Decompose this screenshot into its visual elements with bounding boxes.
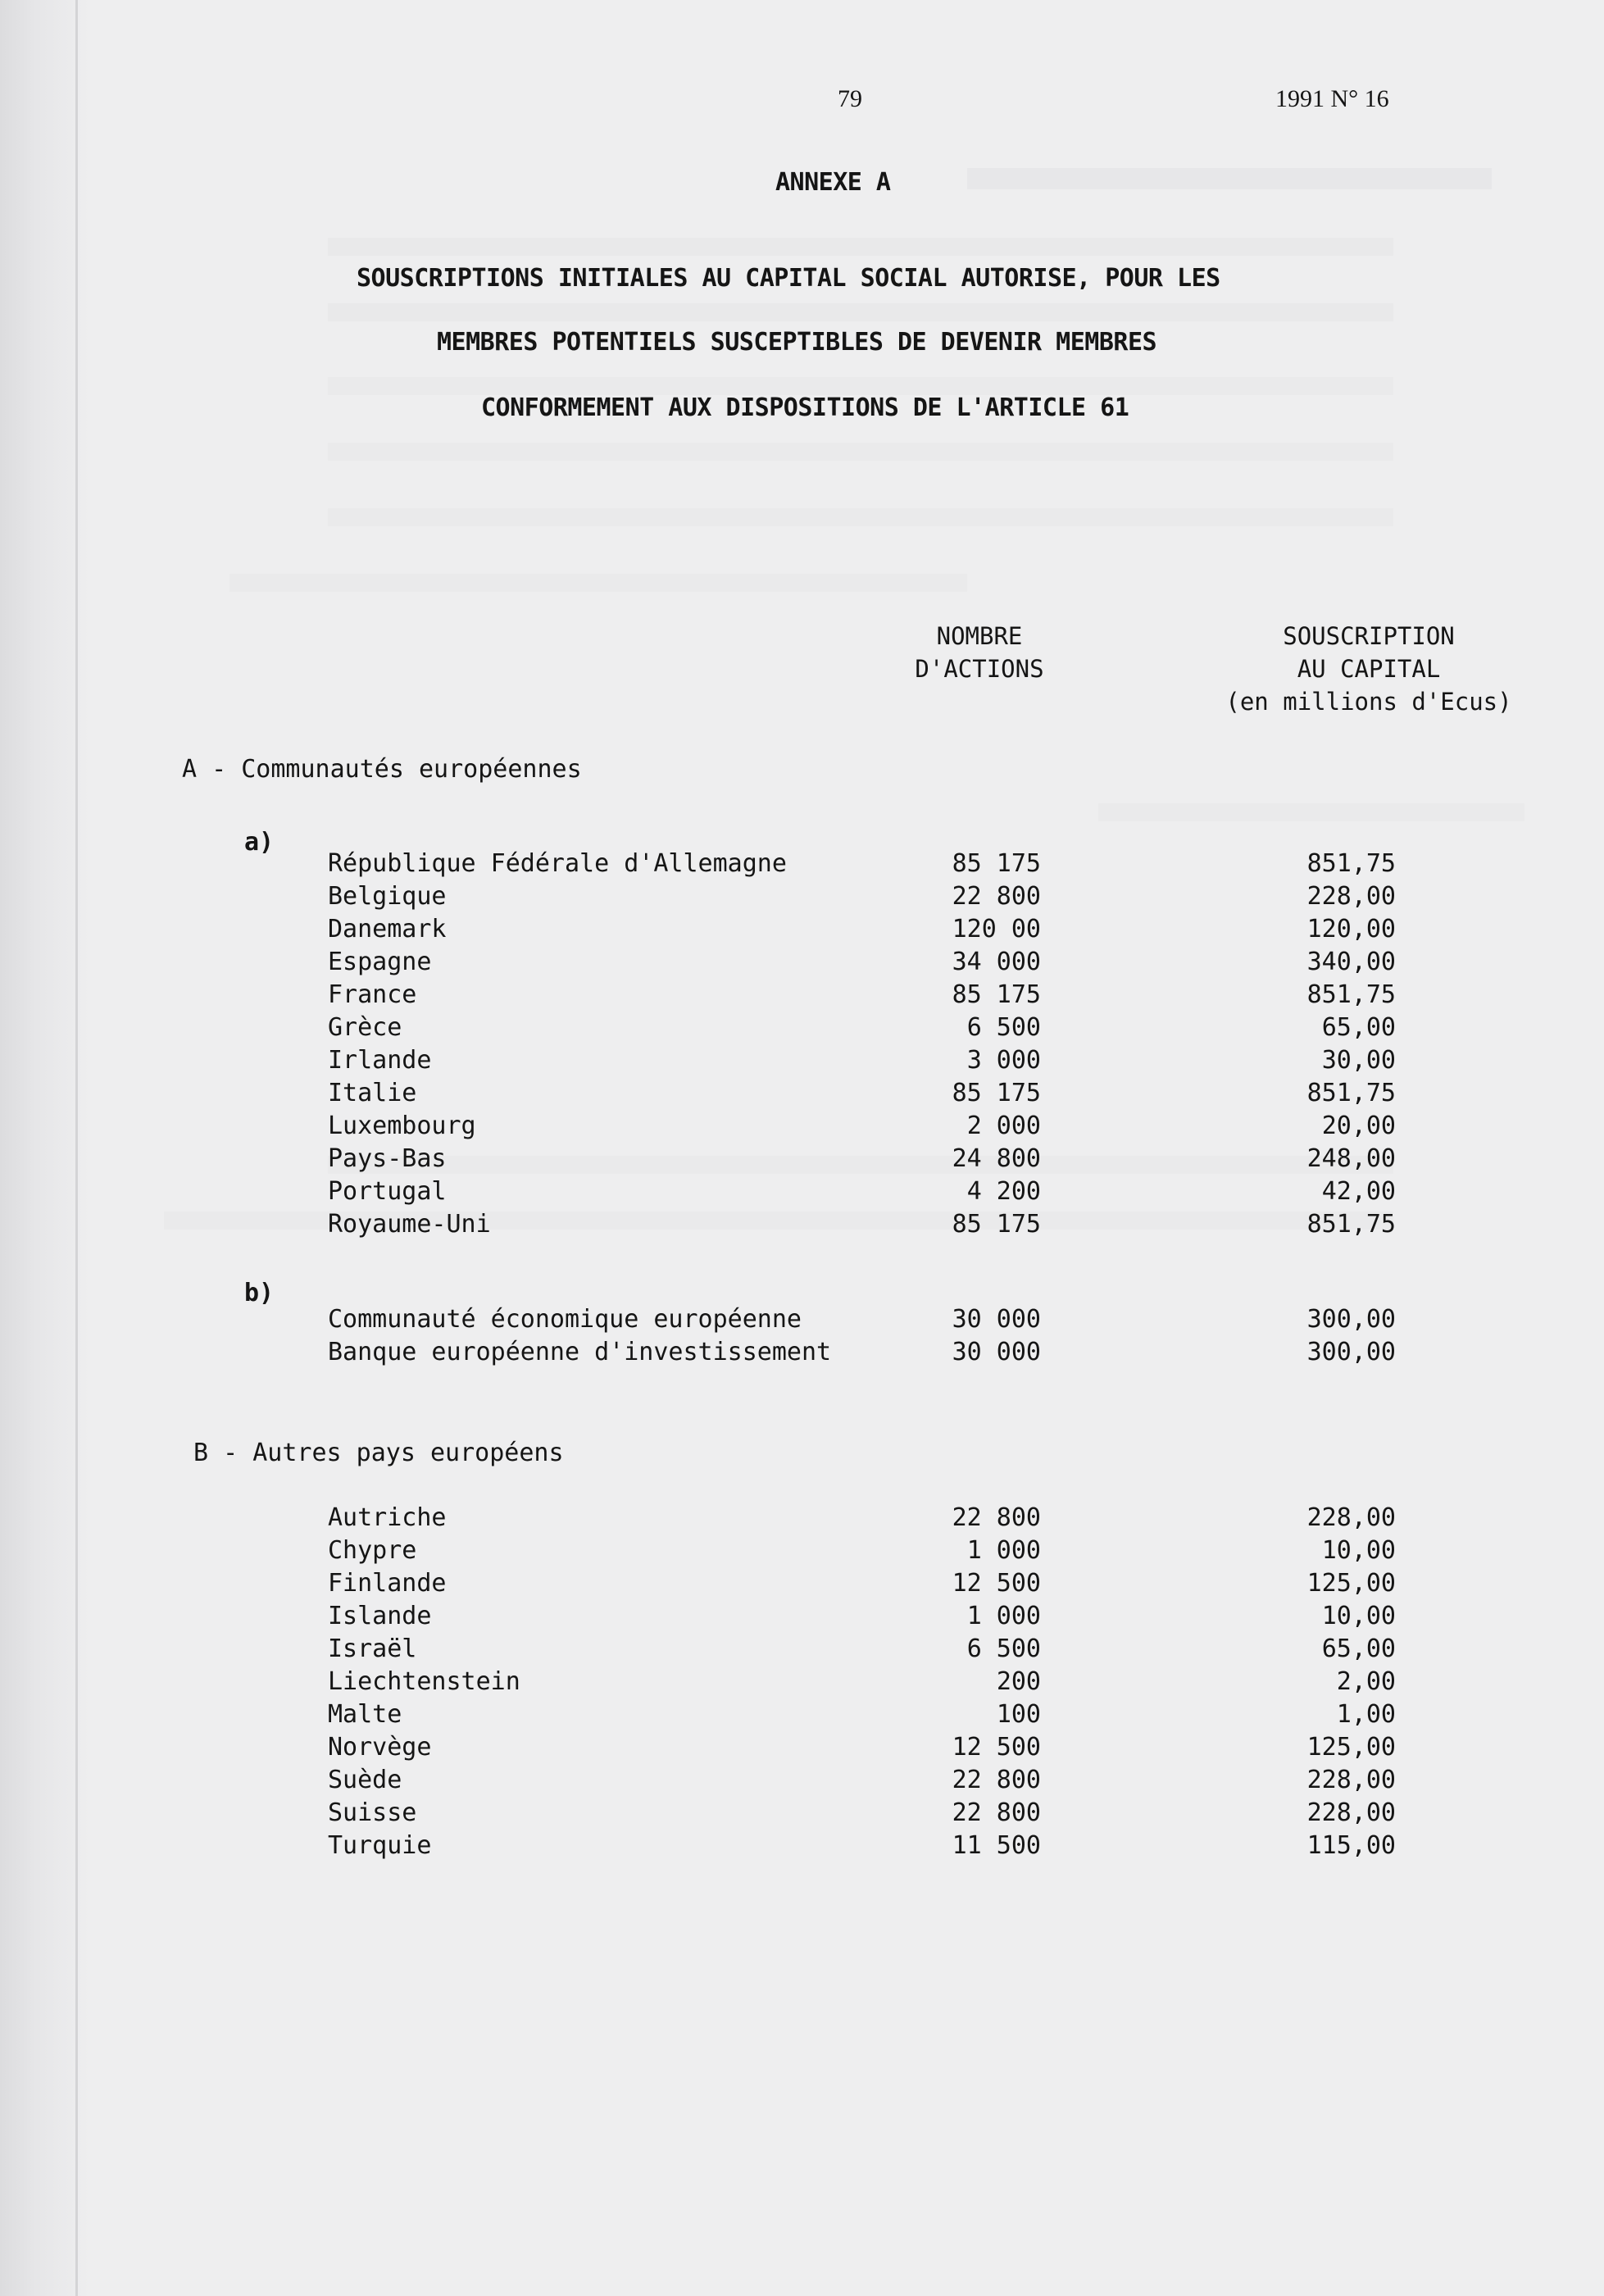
row-shares: 85 175: [952, 1210, 1041, 1239]
table-row: [328, 1831, 1410, 1864]
row-capital: 10,00: [1321, 1536, 1396, 1565]
row-shares: 24 800: [952, 1144, 1041, 1173]
table-row: [328, 980, 1410, 1013]
row-name: République Fédérale d'Allemagne: [328, 849, 787, 878]
table-row: [328, 1536, 1410, 1569]
annex-title: ANNEXE A: [775, 168, 891, 197]
row-name: Portugal: [328, 1177, 447, 1206]
row-shares: 6 500: [966, 1013, 1041, 1042]
page-number: 79: [838, 85, 862, 112]
column-header-shares-line1: NOMBRE: [936, 622, 1023, 650]
row-shares: 85 175: [952, 1079, 1041, 1107]
subsection-a-label: a): [244, 828, 275, 857]
row-name: France: [328, 980, 417, 1009]
row-shares: 120 00: [952, 915, 1041, 943]
row-capital: 115,00: [1306, 1831, 1396, 1860]
row-shares: 22 800: [952, 1766, 1041, 1794]
row-shares: 85 175: [952, 980, 1041, 1009]
row-shares: 12 500: [952, 1733, 1041, 1762]
row-name: Communauté économique européenne: [328, 1305, 802, 1334]
row-name: Norvège: [328, 1733, 432, 1762]
table-row: [328, 948, 1410, 980]
row-shares: 11 500: [952, 1831, 1041, 1860]
table-row: [328, 1798, 1410, 1831]
row-shares: 30 000: [952, 1338, 1041, 1366]
column-header-shares: [893, 620, 1066, 685]
row-name: Italie: [328, 1079, 417, 1107]
row-name: Finlande: [328, 1569, 447, 1598]
row-shares: 85 175: [952, 849, 1041, 878]
row-name: Islande: [328, 1602, 432, 1630]
row-shares: 2 000: [966, 1112, 1041, 1140]
table-row: [328, 1338, 1410, 1371]
row-capital: 228,00: [1306, 882, 1396, 911]
table-row: [328, 1700, 1410, 1733]
row-name: Espagne: [328, 948, 432, 976]
section-b-label: B - Autres pays européens: [193, 1439, 564, 1467]
table-row: [328, 849, 1410, 882]
row-name: Suisse: [328, 1798, 417, 1827]
row-shares: 1 000: [966, 1536, 1041, 1565]
row-capital: 120,00: [1306, 915, 1396, 943]
row-name: Luxembourg: [328, 1112, 476, 1140]
table-row: [328, 1503, 1410, 1536]
row-capital: 300,00: [1306, 1338, 1396, 1366]
title-line-3: CONFORMEMENT AUX DISPOSITIONS DE L'ARTICLE 61: [481, 393, 1129, 422]
column-header-capital-line2: AU CAPITAL: [1297, 655, 1441, 683]
row-shares: 200: [996, 1667, 1041, 1696]
column-header-shares-line2: D'ACTIONS: [915, 655, 1044, 683]
row-capital: 65,00: [1321, 1634, 1396, 1663]
binding-line: [75, 0, 78, 2296]
title-line-2: MEMBRES POTENTIELS SUSCEPTIBLES DE DEVENIR MEMBRES: [437, 328, 1157, 357]
table-row: [328, 1079, 1410, 1112]
row-capital: 851,75: [1306, 1210, 1396, 1239]
row-capital: 10,00: [1321, 1602, 1396, 1630]
column-header-capital-line3: (en millions d'Ecus): [1225, 688, 1512, 716]
row-name: Danemark: [328, 915, 447, 943]
row-shares: 22 800: [952, 882, 1041, 911]
row-name: Malte: [328, 1700, 402, 1729]
row-name: Suède: [328, 1766, 402, 1794]
row-shares: 22 800: [952, 1503, 1041, 1532]
row-capital: 30,00: [1321, 1046, 1396, 1075]
table-row: [328, 1305, 1410, 1338]
row-name: Chypre: [328, 1536, 417, 1565]
table-row: [328, 1013, 1410, 1046]
row-shares: 22 800: [952, 1798, 1041, 1827]
section-a-label: A - Communautés européennes: [182, 755, 582, 784]
table-row: [328, 1667, 1410, 1700]
row-name: Irlande: [328, 1046, 432, 1075]
table-row: [328, 1144, 1410, 1177]
row-capital: 1,00: [1336, 1700, 1396, 1729]
row-name: Liechtenstein: [328, 1667, 520, 1696]
table-row: [328, 1046, 1410, 1079]
row-capital: 340,00: [1306, 948, 1396, 976]
table-row: [328, 1210, 1410, 1243]
row-capital: 2,00: [1336, 1667, 1396, 1696]
row-capital: 228,00: [1306, 1503, 1396, 1532]
row-shares: 6 500: [966, 1634, 1041, 1663]
row-capital: 125,00: [1306, 1733, 1396, 1762]
row-shares: 30 000: [952, 1305, 1041, 1334]
row-capital: 228,00: [1306, 1798, 1396, 1827]
table-row: [328, 1733, 1410, 1766]
row-name: Pays-Bas: [328, 1144, 447, 1173]
row-name: Turquie: [328, 1831, 432, 1860]
column-header-capital: [1197, 620, 1541, 718]
table-row: [328, 1602, 1410, 1634]
table-row: [328, 1177, 1410, 1210]
row-shares: 1 000: [966, 1602, 1041, 1630]
table-row: [328, 882, 1410, 915]
table-row: [328, 1112, 1410, 1144]
table-row: [328, 1766, 1410, 1798]
row-name: Autriche: [328, 1503, 447, 1532]
row-shares: 100: [996, 1700, 1041, 1729]
row-capital: 125,00: [1306, 1569, 1396, 1598]
row-capital: 851,75: [1306, 980, 1396, 1009]
row-shares: 3 000: [966, 1046, 1041, 1075]
row-capital: 228,00: [1306, 1766, 1396, 1794]
row-capital: 20,00: [1321, 1112, 1396, 1140]
table-row: [328, 915, 1410, 948]
column-header-capital-line1: SOUSCRIPTION: [1283, 622, 1455, 650]
row-name: Grèce: [328, 1013, 402, 1042]
row-name: Royaume-Uni: [328, 1210, 491, 1239]
table-row: [328, 1634, 1410, 1667]
row-name: Banque européenne d'investissement: [328, 1338, 832, 1366]
row-capital: 851,75: [1306, 849, 1396, 878]
row-capital: 851,75: [1306, 1079, 1396, 1107]
row-shares: 4 200: [966, 1177, 1041, 1206]
row-capital: 248,00: [1306, 1144, 1396, 1173]
row-capital: 42,00: [1321, 1177, 1396, 1206]
issue-number: 1991 N° 16: [1275, 85, 1389, 112]
row-shares: 12 500: [952, 1569, 1041, 1598]
row-capital: 65,00: [1321, 1013, 1396, 1042]
row-name: Israël: [328, 1634, 417, 1663]
row-capital: 300,00: [1306, 1305, 1396, 1334]
table-row: [328, 1569, 1410, 1602]
title-line-1: SOUSCRIPTIONS INITIALES AU CAPITAL SOCIAL AUTORISE, POUR LES: [357, 264, 1220, 293]
row-shares: 34 000: [952, 948, 1041, 976]
row-name: Belgique: [328, 882, 447, 911]
subsection-b-label: b): [244, 1279, 275, 1307]
